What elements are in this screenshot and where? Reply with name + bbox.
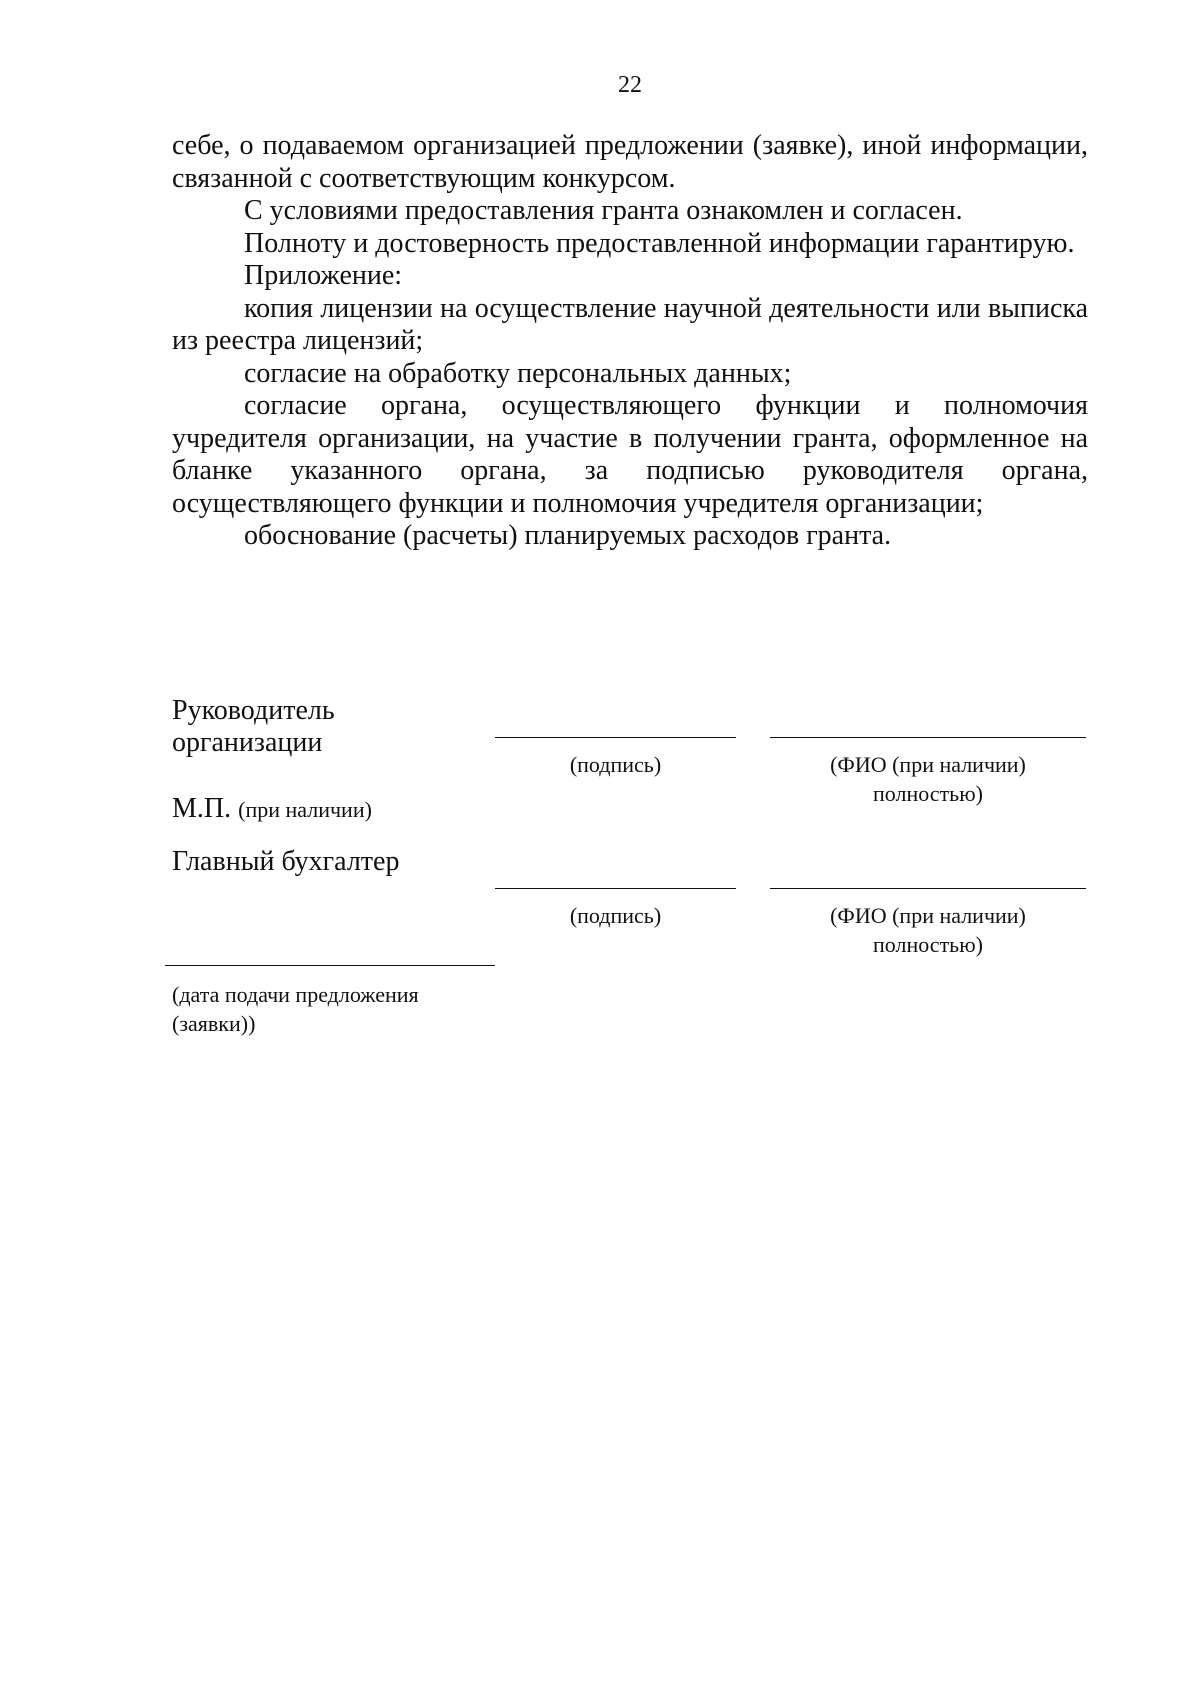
paragraph: копия лицензии на осуществление научной деятельности или выписка из реестра лицензий; <box>172 292 1088 356</box>
paragraph: Полноту и достоверность предоставленной информации гарантирую. <box>244 227 1075 259</box>
head-name-caption <box>770 750 1086 808</box>
head-name-caption-line1: (ФИО (при наличии) <box>830 752 1026 777</box>
paragraph: себе, о подаваемом организацией предложении (заявке), иной информации, связанной с соответствующим конкурсом. <box>172 130 1088 194</box>
paragraph: согласие на обработку персональных данных; <box>244 357 792 389</box>
accountant-name-line <box>770 888 1086 889</box>
stamp-abbrev: М.П. <box>172 793 232 824</box>
paragraph: Приложение: <box>244 260 403 291</box>
accountant-name-caption-line1: (ФИО (при наличии) <box>830 903 1026 928</box>
stamp-note: (при наличии) <box>238 797 372 822</box>
accountant-signature-caption: (подпись) <box>569 903 662 928</box>
page-number: 22 <box>618 72 642 98</box>
date-caption <box>172 980 492 1038</box>
date-line <box>165 965 495 966</box>
head-label <box>172 695 335 759</box>
accountant-label: Главный бухгалтер <box>172 846 400 877</box>
head-signature-caption: (подпись) <box>569 752 662 777</box>
head-label-line2: организации <box>172 727 323 758</box>
body-text <box>172 130 1088 553</box>
paragraph: согласие органа, осуществляющего функции и полномочия учредителя организации, на участие в получении гранта, оформленное на бланке указанного органа, за подписью руководителя органа, осуществляющего функции и полномочия учредителя организации; <box>172 390 1088 519</box>
paragraph: обоснование (расчеты) планируемых расходов гранта. <box>244 520 892 551</box>
head-signature-line <box>495 737 736 738</box>
paragraph: С условиями предоставления гранта ознакомлен и согласен. <box>244 195 963 226</box>
date-caption-line1: (дата подачи предложения <box>172 982 419 1007</box>
stamp-label <box>172 793 372 826</box>
date-caption-line2: (заявки)) <box>172 1011 256 1036</box>
accountant-signature-line <box>495 888 736 889</box>
head-label-line1: Руководитель <box>172 695 335 726</box>
head-name-line <box>770 737 1086 738</box>
accountant-name-caption-line2: полностью) <box>873 932 983 957</box>
accountant-name-caption <box>770 901 1086 959</box>
head-name-caption-line2: полностью) <box>873 781 983 806</box>
